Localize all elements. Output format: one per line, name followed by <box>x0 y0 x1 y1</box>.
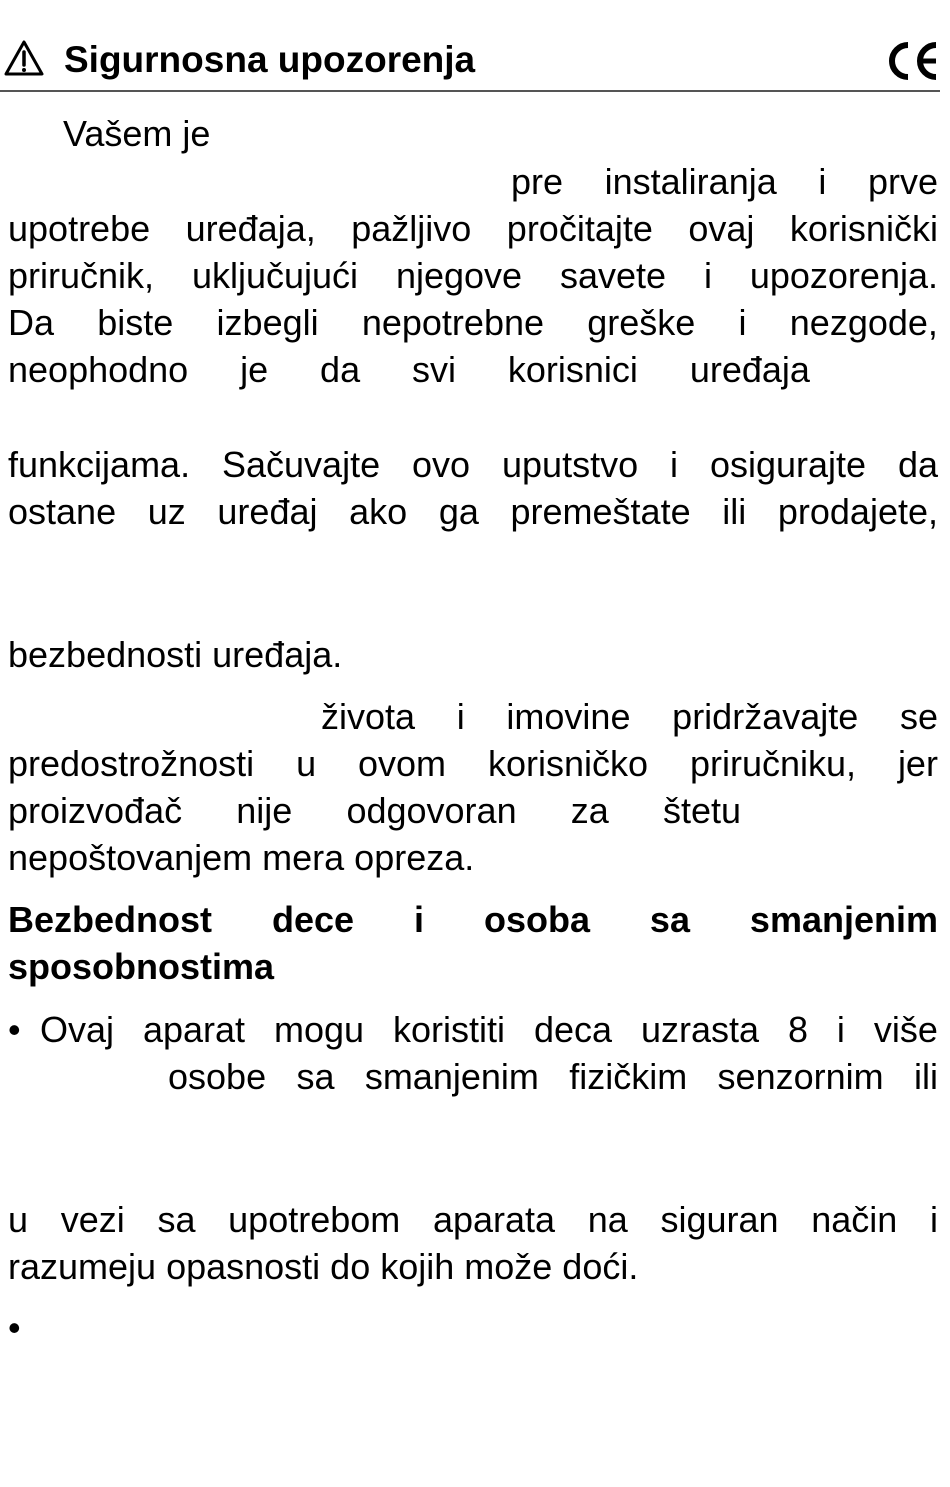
word: nije <box>236 790 293 831</box>
word: priručniku, <box>689 743 857 784</box>
word: sa <box>157 1199 196 1240</box>
warning-triangle-icon <box>4 40 44 76</box>
word: uključujući <box>191 255 359 296</box>
word: i <box>703 255 712 296</box>
word: sa <box>649 899 690 940</box>
word: siguran <box>660 1199 779 1240</box>
word: Ovaj <box>40 1009 115 1050</box>
word: biste <box>97 302 174 343</box>
word: smanjenim <box>364 1056 539 1097</box>
word: i <box>818 161 827 202</box>
word: vezi <box>60 1199 125 1240</box>
paragraph-2-line-1 <box>321 695 938 739</box>
paragraph-1-line-3 <box>8 207 938 251</box>
word: Da <box>8 302 55 343</box>
paragraph-1-line-2 <box>511 160 938 204</box>
word: prve <box>867 161 938 202</box>
word: osoba <box>483 899 590 940</box>
word: ako <box>349 491 408 532</box>
word: svi <box>412 349 456 390</box>
paragraph-2-line-3 <box>8 789 741 833</box>
word: da <box>897 444 938 485</box>
word: Sačuvajte <box>222 444 381 485</box>
page-header <box>0 30 940 92</box>
word: pridržavajte <box>672 696 859 737</box>
word: aparat <box>142 1009 246 1050</box>
word: uz <box>147 491 186 532</box>
word: da <box>320 349 361 390</box>
word: ovo <box>412 444 471 485</box>
word: ga <box>438 491 479 532</box>
word: osigurajte <box>709 444 867 485</box>
word: nepotrebne <box>361 302 545 343</box>
word: korisničko <box>487 743 649 784</box>
word: u <box>8 1199 29 1240</box>
word: ili <box>722 491 747 532</box>
word: uređaja <box>689 349 810 390</box>
word: osobe <box>168 1056 267 1097</box>
word: instaliranja <box>604 161 777 202</box>
word: fizičkim <box>569 1056 688 1097</box>
word: ostane <box>8 491 117 532</box>
word: i <box>456 696 465 737</box>
word: imovine <box>506 696 631 737</box>
word: pre <box>511 161 564 202</box>
paragraph-1-line-4 <box>8 254 938 298</box>
word: i <box>413 899 424 940</box>
word: za <box>570 790 609 831</box>
paragraph-2-line-2 <box>8 742 938 786</box>
word: na <box>587 1199 628 1240</box>
word: štetu <box>662 790 741 831</box>
word: predostrožnosti <box>8 743 255 784</box>
word: uzrasta <box>640 1009 760 1050</box>
section-heading-line-1 <box>8 898 938 942</box>
word: aparata <box>432 1199 556 1240</box>
word: života <box>321 696 416 737</box>
word: je <box>240 349 269 390</box>
paragraph-1-line-8 <box>8 490 938 534</box>
word: sa <box>296 1056 335 1097</box>
word: ovaj <box>688 208 755 249</box>
page-title: Sigurnosna upozorenja <box>64 39 476 80</box>
word: pažljivo <box>351 208 472 249</box>
word: upozorenja. <box>749 255 938 296</box>
bullet-1-line-2 <box>168 1055 938 1099</box>
word: smanjenim <box>749 899 938 940</box>
word: pročitajte <box>506 208 653 249</box>
word: način <box>811 1199 898 1240</box>
word: prodajete, <box>777 491 938 532</box>
word: ovom <box>358 743 447 784</box>
bullet-marker: • <box>8 1009 21 1050</box>
word: korisnički <box>789 208 938 249</box>
word: premeštate <box>510 491 691 532</box>
word: upotrebe <box>8 208 151 249</box>
word: Bezbednost <box>8 899 213 940</box>
word: savete <box>559 255 667 296</box>
word: koristiti <box>392 1009 505 1050</box>
word: izbegli <box>216 302 319 343</box>
bullet-1-line-4: razumeju opasnosti do kojih može doći. <box>8 1246 639 1287</box>
word: i <box>670 444 679 485</box>
word: 8 <box>787 1009 808 1050</box>
bullet-1-line-3 <box>8 1198 938 1242</box>
word: ili <box>913 1056 938 1097</box>
paragraph-1-line-9: bezbednosti uređaja. <box>8 634 343 675</box>
paragraph-1-line-7 <box>8 443 938 487</box>
word: nezgode, <box>789 302 938 343</box>
word: proizvođač <box>8 790 183 831</box>
word: i <box>836 1009 845 1050</box>
word: i <box>738 302 747 343</box>
word: i <box>930 1199 938 1240</box>
word: senzornim <box>717 1056 884 1097</box>
word: priručnik, <box>8 255 155 296</box>
bullet-1-line-1 <box>40 1008 938 1052</box>
word: funkcijama. <box>8 444 191 485</box>
section-heading-line-2: sposobnostima <box>8 946 275 987</box>
bullet-marker: • <box>8 1307 21 1348</box>
word: uređaja, <box>185 208 316 249</box>
word: uređaj <box>217 491 318 532</box>
word: uputstvo <box>502 444 639 485</box>
paragraph-1-line-1: Vašem je <box>63 113 211 154</box>
word: upotrebom <box>228 1199 401 1240</box>
word: neophodno <box>8 349 189 390</box>
word: u <box>296 743 317 784</box>
word: više <box>873 1009 938 1050</box>
word: mogu <box>273 1009 365 1050</box>
word: korisnici <box>507 349 638 390</box>
word: jer <box>897 743 938 784</box>
word: odgovoran <box>346 790 517 831</box>
word: njegove <box>395 255 523 296</box>
paragraph-1-line-6 <box>8 348 810 392</box>
word: deca <box>533 1009 613 1050</box>
paragraph-2-line-4: nepoštovanjem mera opreza. <box>8 837 475 878</box>
ce-mark-icon <box>884 40 940 82</box>
word: greške <box>587 302 696 343</box>
word: se <box>899 696 938 737</box>
word: dece <box>271 899 355 940</box>
paragraph-1-line-5 <box>8 301 938 345</box>
